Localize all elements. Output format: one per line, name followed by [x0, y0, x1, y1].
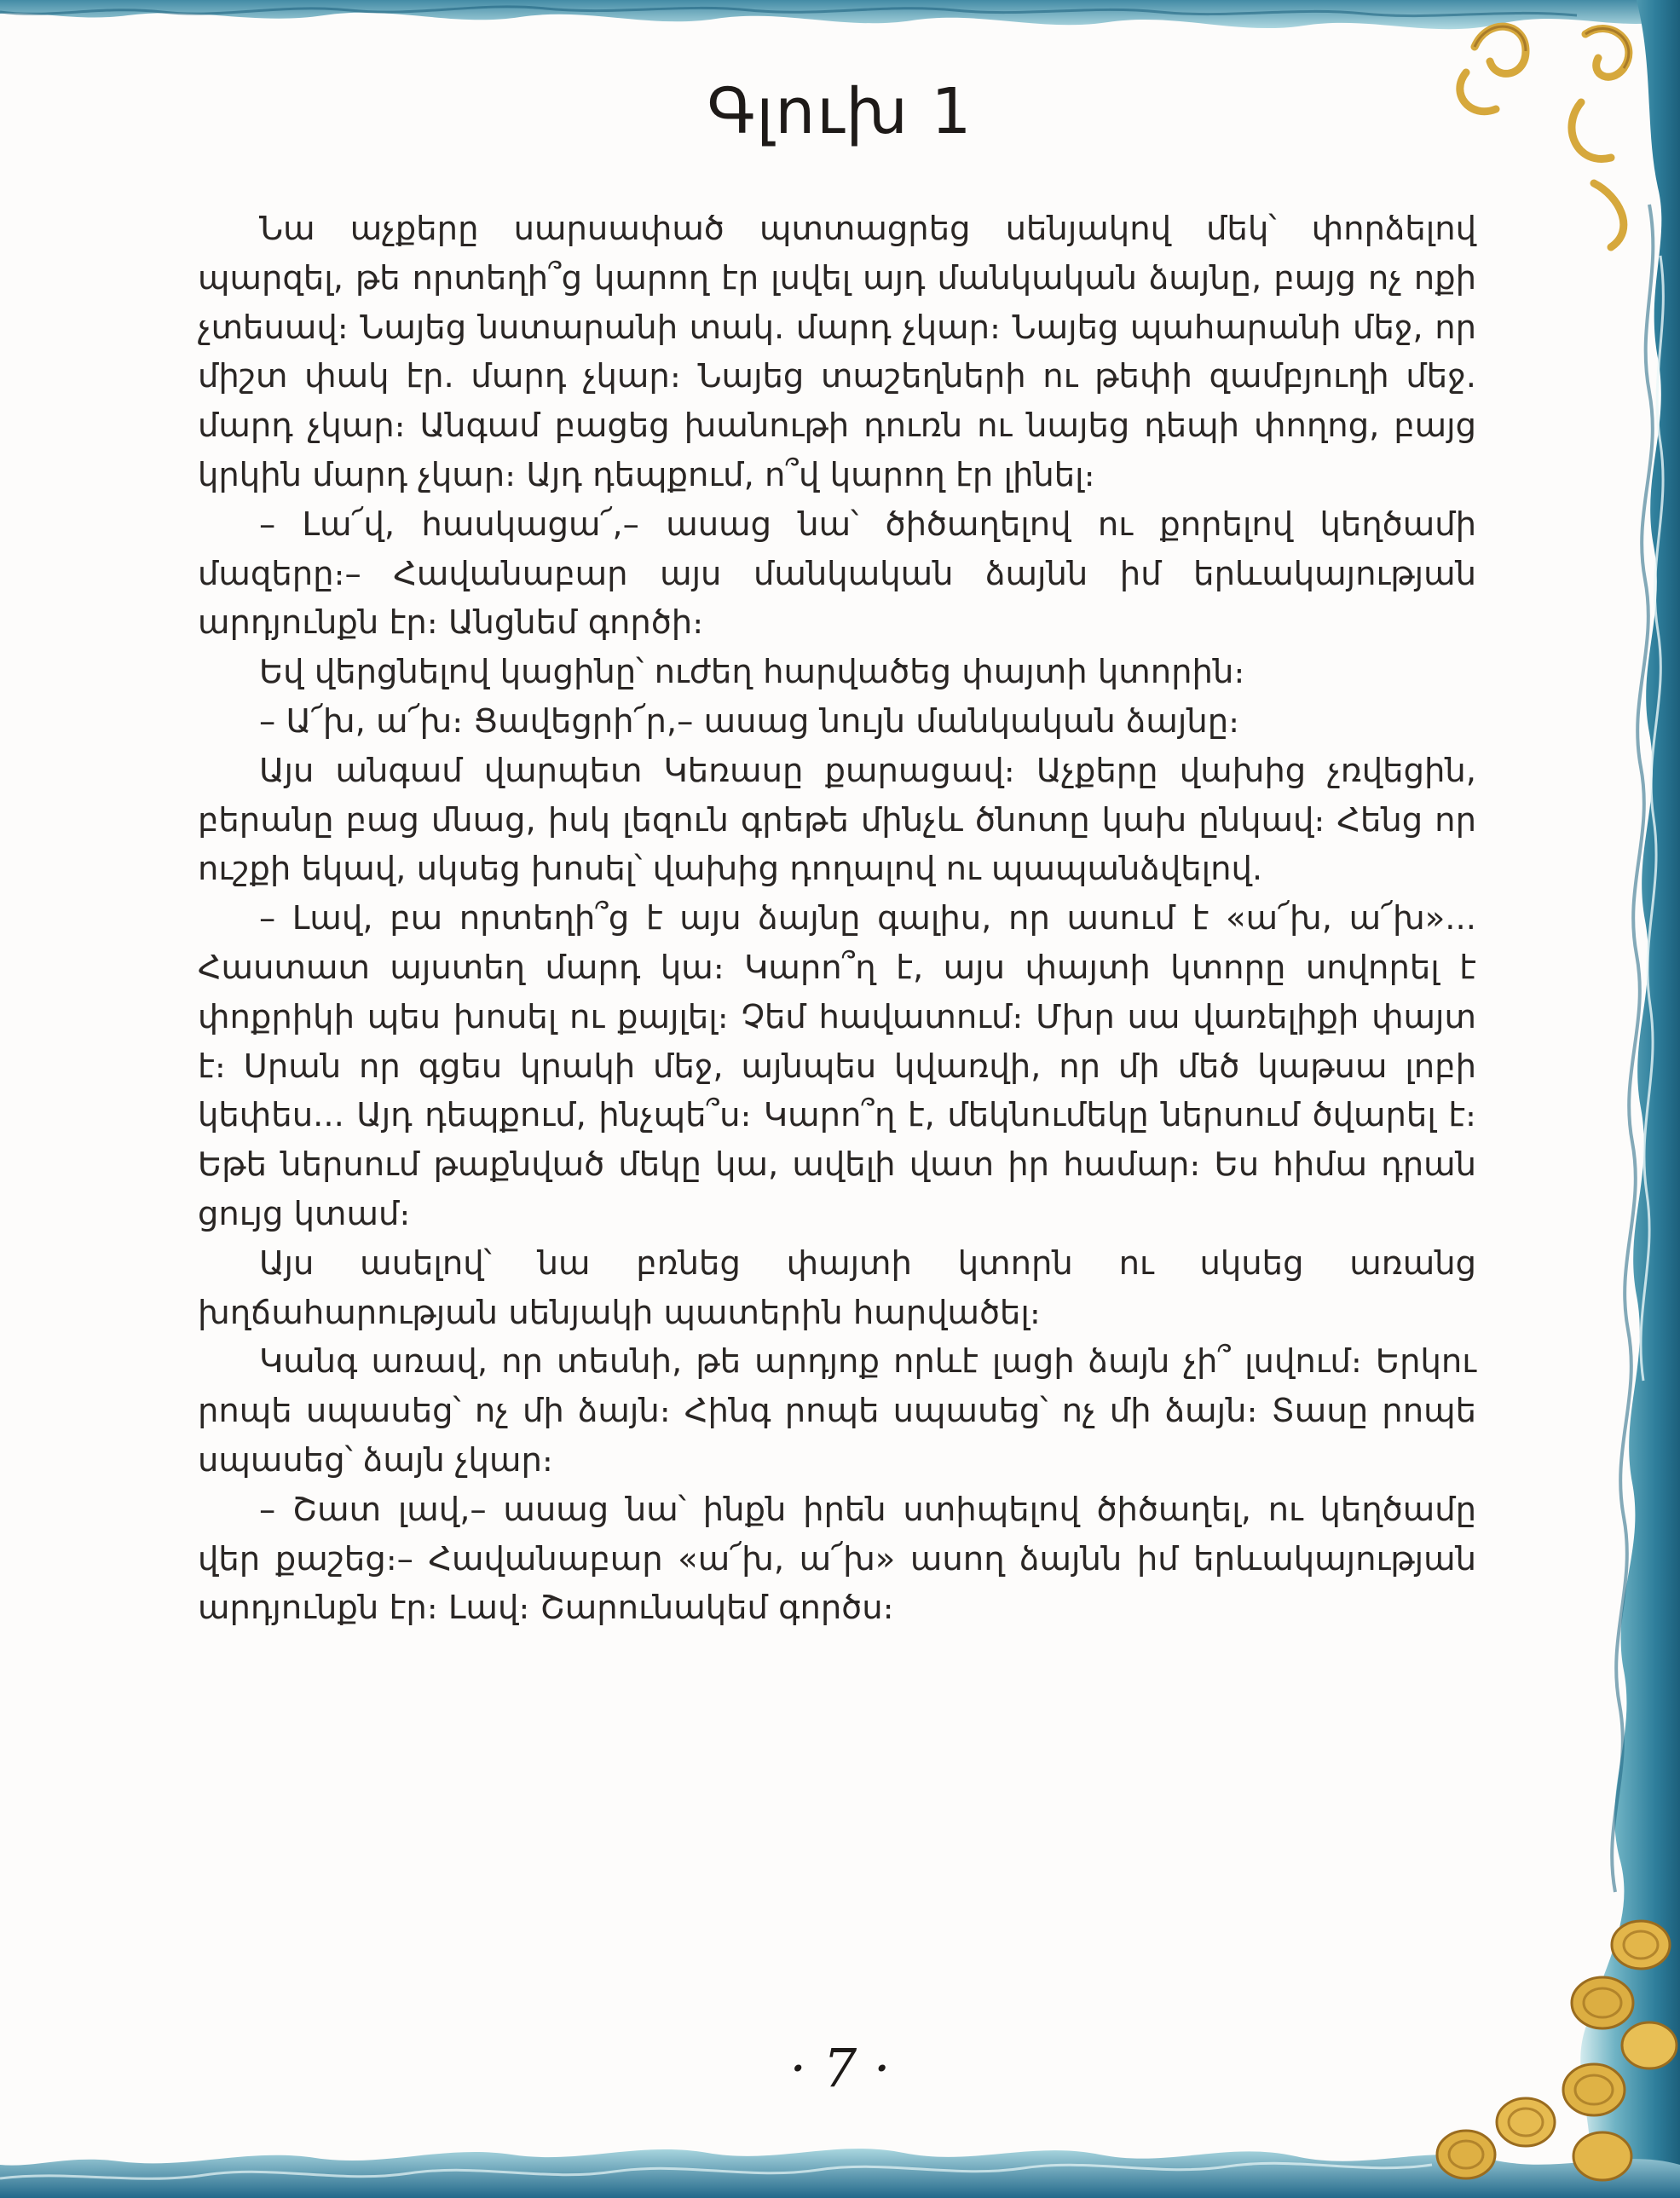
- paragraph: Կանգ առավ, որ տեսնի, թե արդյոք որևէ լացի ձայն չի՞ լսվում։ Երկու րոպե սպասեց՝ ոչ մի ձայն։ Հինգ րոպե սպասեց՝ ոչ մի ձայն։ Տասը րոպե սպասեց՝ ձայն չկար։: [198, 1342, 1476, 1480]
- paragraph: Այս անգամ վարպետ Կեռասը քարացավ։ Աչքերը վախից չռվեցին, բերանը բաց մնաց, իսկ լեզուն գրեթե մինչև ծնոտը կախ ընկավ։ Հենց որ ուշքի եկավ, սկսեց խոսել՝ վախից դողալով ու պապանձվելով.: [198, 751, 1476, 889]
- paragraph: – Ա՜խ, ա՜խ։ Ցավեցրի՜ր,– ասաց նույն մանկական ձայնը։: [259, 701, 1240, 741]
- body-text: [198, 205, 1476, 1633]
- page-number: · 7 ·: [789, 2037, 891, 2099]
- chapter-title: Գլուխ 1: [707, 75, 973, 148]
- paragraph: Այս ասելով՝ նա բռնեց փայտի կտորն ու սկսեց առանց խղճահարության սենյակի պատերին հարվածել։: [198, 1243, 1476, 1332]
- paragraph: – Շատ լավ,– ասաց նա՝ ինքն իրեն ստիպելով ծիծաղել, ու կեղծամը վեր քաշեց։– Հավանաբար «ա՜խ, ա՜խ» ասող ձայնն իմ երևակայության արդյունքն էր։ Լավ։ Շարունակեմ գործս։: [198, 1490, 1476, 1628]
- paragraph: – Լավ, բա որտեղի՞ց է այս ձայնը գալիս, որ ասում է «ա՜խ, ա՜խ»... Հաստատ այստեղ մարդ կա։ Կարո՞ղ է, այս փայտի կտորը սովորել է փոքրիկի պես խոսել ու քայլել։ Չեմ հավատում։ Մխր սա վառելիքի փայտ է։ Սրան որ գցես կրակի մեջ, այնպես կվառվի, որ մի մեծ կաթսա լոբի կեփես... Այդ դեպքում, ինչպե՞ս։ Կարո՞ղ է, մեկնումեկը ներսում ծվարել է։ Եթե ներսում թաքնված մեկը կա, ավելի վատ իր համար։ Ես հիմա դրան ցույց կտամ։: [198, 899, 1476, 1233]
- paragraph: – Լա՜վ, հասկացա՜,– ասաց նա՝ ծիծաղելով ու քորելով կեղծամի մազերը։– Հավանաբար այս մանկական ձայնն իմ երևակայության արդյունքն էր։ Անցնեմ գործի։: [198, 505, 1476, 643]
- paragraph: Եվ վերցնելով կացինը՝ ուժեղ հարվածեց փայտի կտորին։: [259, 653, 1245, 692]
- paragraph: Նա աչքերը սարսափած պտտացրեց սենյակով մեկ՝ փորձելով պարզել, թե որտեղի՞ց կարող էր լսվել այդ մանկական ձայնը, բայց ոչ ոքի չտեսավ։ Նայեց նստարանի տակ. մարդ չկար։ Նայեց պահարանի մեջ, որ միշտ փակ էր. մարդ չկար։ Նայեց տաշեղների ու թեփի զամբյուղի մեջ. մարդ չկար։ Անգամ բացեց խանութի դուռն ու նայեց դեպի փողոց, բայց կրկին մարդ չկար։ Այդ դեպքում, ո՞վ կարող էր լինել։: [198, 210, 1476, 494]
